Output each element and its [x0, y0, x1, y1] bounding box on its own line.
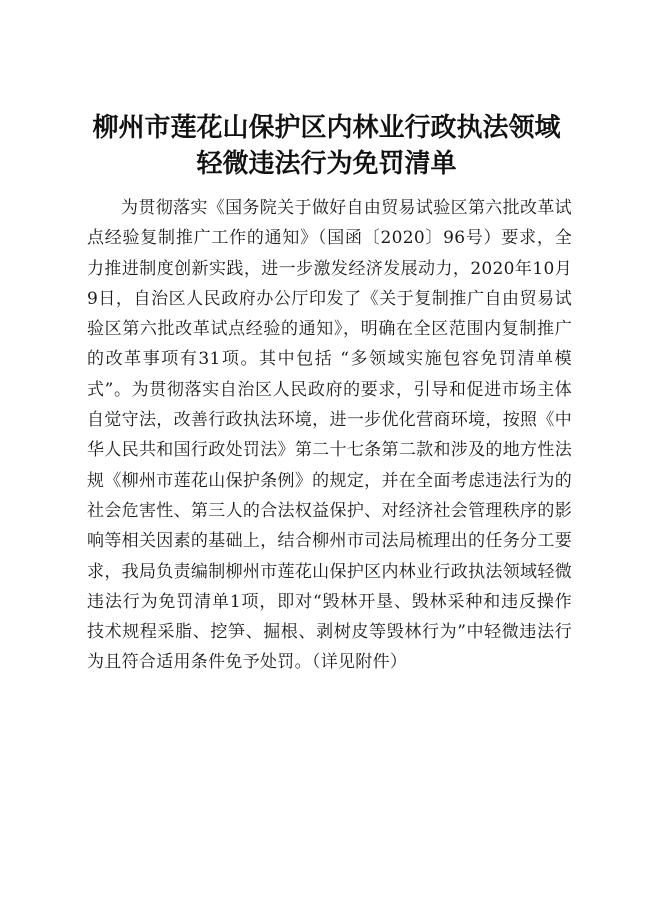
- body-paragraph: 为贯彻落实《国务院关于做好自由贸易试验区第六批改革试点经验复制推广工作的通知》（国函〔2020〕96号）要求，全力推进制度创新实践，进一步激发经济发展动力，2020年10月9日，自治区人民政府办公厅印发了《关于复制推广自由贸易试验区第六批改革试点经验的通知》，明确在全区范围内复制推广的改革事项有31项。其中包括 “多领域实施包容免罚清单模式”。为贯彻落实自治区人民政府的要求，引导和促进市场主体自觉守法，改善行政执法环境，进一步优化营商环境，按照《中华人民共和国行政处罚法》第二十七条第二款和涉及的地方性法规《柳州市莲花山保护条例》的规定，并在全面考虑违法行为的社会危害性、第三人的合法权益保护、对经济社会管理秩序的影响等相关因素的基础上，结合柳州市司法局梳理出的任务分工要求，我局负责编制柳州市莲花山保护区内林业行政执法领域轻微违法行为免罚清单1项，即对“毁林开垦、毁林采种和违反操作技术规程采脂、挖笋、掘根、剥树皮等毁林行为”中轻微违法行为且符合适用条件免予处罚。（详见附件）: [87, 198, 572, 673]
- title-line-1: 柳州市莲花山保护区内林业行政执法领域: [92, 113, 561, 143]
- document-title: [0, 110, 653, 182]
- title-line-2: 轻微违法行为免罚清单: [196, 149, 457, 179]
